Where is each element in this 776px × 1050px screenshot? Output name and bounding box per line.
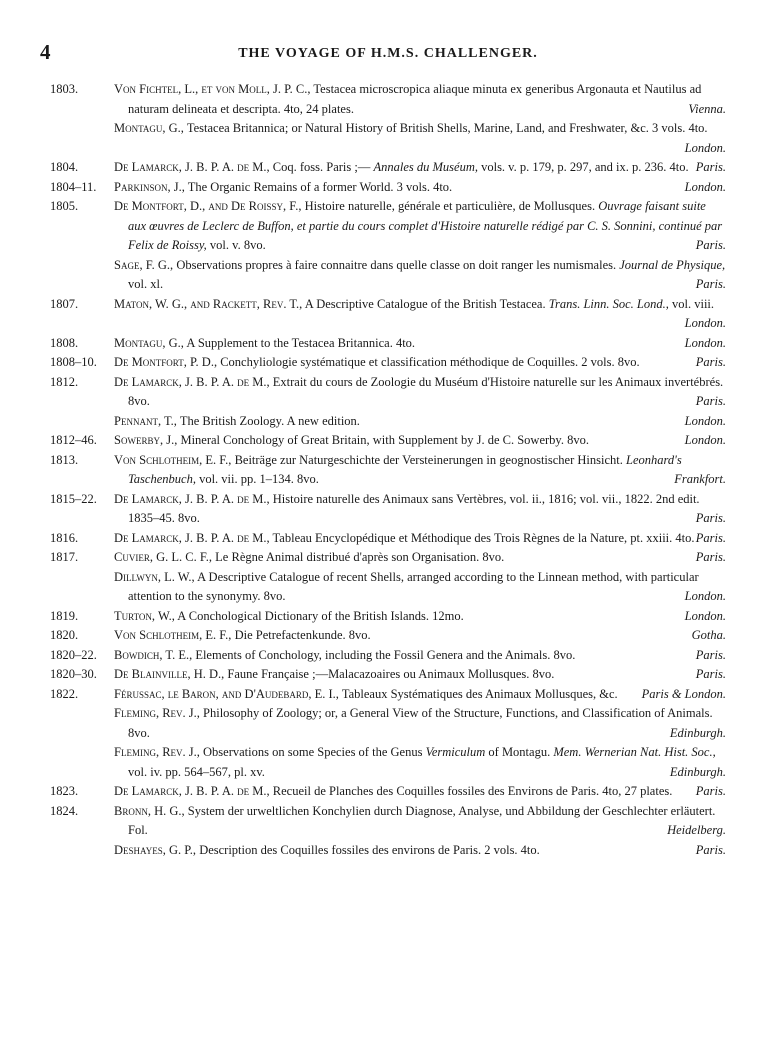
bibliography-entry (50, 626, 726, 646)
entry-title: A Descriptive Catalogue of the British Testacea. (304, 296, 546, 311)
entry-citation (114, 529, 726, 549)
entry-details: vol. xl. (128, 277, 164, 291)
entry-journal: Mem. Wernerian Nat. Hist. Soc., (553, 745, 716, 759)
entry-citation (114, 158, 726, 178)
bibliography-entry (50, 548, 726, 568)
entry-details: vol. iv. pp. 564–567, pl. xv. (128, 764, 265, 779)
entry-details: of Montagu. (488, 745, 551, 759)
entry-year: 1817. (50, 550, 79, 564)
entry-place: Paris. (695, 842, 726, 857)
entry-title: Extrait du cours de Zoologie du Muséum d'Histoire naturelle sur les Animaux invertébrés. 8vo. (128, 374, 724, 408)
entry-journal: Trans. Linn. Soc. Lond., (548, 296, 669, 311)
entry-author: Dillwyn, L. W., (114, 569, 195, 584)
running-title: THE VOYAGE OF H.M.S. CHALLENGER. (238, 46, 538, 61)
entry-year: 1812. (50, 374, 79, 389)
entry-citation (114, 782, 726, 802)
entry-author: Sage, F. G., (114, 257, 174, 272)
entry-year: 1820–22. (50, 647, 97, 662)
entry-place: Paris. (695, 277, 726, 291)
bibliography-entry (50, 256, 726, 295)
entry-year: 1805. (50, 199, 79, 213)
entry-place: London. (684, 589, 726, 603)
entry-title: Tableau Encyclopédique et Méthodique des Trois Règnes de la Nature, pt. xxiii. 4to. (272, 530, 695, 545)
entry-place: Paris. (695, 355, 726, 369)
entry-author: De Lamarck, J. B. P. A. de M., (114, 784, 270, 798)
entry-citation (114, 412, 726, 432)
entry-place: Frankfort. (674, 472, 726, 486)
entry-title: Mineral Conchology of Great Britain, with Supplement by J. de C. Sowerby. 8vo. (180, 433, 589, 447)
page-header (30, 40, 746, 66)
entry-citation (114, 353, 726, 373)
bibliography-entry (50, 119, 726, 158)
entry-title: Description des Coquilles fossiles des environs de Paris. 2 vols. 4to. (199, 842, 540, 857)
entry-journal: Annales du Muséum, (373, 160, 478, 174)
entry-place: London. (684, 316, 726, 330)
entry-author: Montagu, G., (114, 121, 184, 135)
entry-place: London. (684, 608, 726, 623)
bibliography-entry (50, 743, 726, 782)
entry-author: Cuvier, G. L. C. F., (114, 550, 213, 564)
bibliography-entry (50, 412, 726, 432)
entry-title: Conchyliologie systématique et classification méthodique de Coquilles. 2 vols. 8vo. (220, 355, 640, 369)
entry-title: Recueil de Planches des Coquilles fossiles des Environs de Paris. 4to, 27 plates. (272, 784, 673, 798)
entry-place: Paris. (695, 394, 726, 408)
entry-title: A Conchological Dictionary of the British Islands. 12mo. (177, 608, 464, 623)
entry-author: Von Fichtel, L., et von Moll, J. P. C., (114, 82, 311, 96)
entry-title: A Supplement to the Testacea Britannica. 4to. (186, 335, 416, 350)
entry-author: Fleming, Rev. J., (114, 745, 200, 759)
entry-journal: Vermiculum (425, 745, 486, 759)
entry-year: 1819. (50, 608, 79, 623)
entry-details: vol. v. 8vo. (209, 238, 266, 252)
entry-author: Montagu, G., (114, 335, 184, 350)
entry-place: Paris. (695, 511, 726, 525)
entry-title: Faune Française ;—Malacazoaires ou Animaux Mollusques. 8vo. (227, 667, 555, 681)
entry-citation (114, 626, 726, 646)
entry-author: Deshayes, G. P., (114, 842, 197, 857)
entry-title: Testacea microscropica aliaque minuta ex generibus Argonauta et Nautilus ad naturam delineata et descripta. 4to, 24 plates. (128, 82, 702, 116)
entry-year: 1816. (50, 530, 79, 545)
entry-citation (114, 119, 726, 158)
bibliography-entry (50, 490, 726, 529)
entry-citation (114, 295, 726, 334)
entry-year: 1823. (50, 784, 79, 798)
entry-author: Parkinson, J., (114, 179, 185, 194)
entry-year: 1803. (50, 82, 79, 96)
entry-year: 1808. (50, 335, 79, 350)
entry-place: Vienna. (688, 101, 726, 116)
entry-place: Paris. (695, 238, 726, 252)
entry-title: Observations on some Species of the Genus (203, 745, 423, 759)
bibliography-entry (50, 158, 726, 178)
entry-author: Von Schlotheim, E. F., (114, 452, 232, 467)
entry-year: 1824. (50, 803, 79, 818)
entry-citation (114, 646, 726, 666)
entry-title: Tableaux Systématiques des Animaux Mollusques, &c. (341, 686, 618, 701)
entry-citation (114, 373, 726, 412)
entry-author: Von Schlotheim, E. F., (114, 628, 232, 642)
entry-details: vol. viii. (672, 296, 715, 311)
entry-author: De Lamarck, J. B. P. A. de M., (114, 374, 270, 389)
bibliography-entry (50, 841, 726, 861)
entry-citation (114, 802, 726, 841)
entry-citation (114, 607, 726, 627)
entry-title: The Organic Remains of a former World. 3 vols. 4to. (187, 179, 453, 194)
entry-citation (114, 431, 726, 451)
entry-author: Turton, W., (114, 608, 175, 623)
entry-place: Paris. (695, 647, 726, 662)
entry-year: 1822. (50, 686, 79, 701)
bibliography-entry (50, 373, 726, 412)
bibliography-entry (50, 607, 726, 627)
entry-journal: Journal de Physique, (619, 257, 726, 272)
entry-author: De Lamarck, J. B. P. A. de M., (114, 160, 270, 174)
entry-place: Paris. (695, 550, 726, 564)
entry-author: De Montfort, D., and De Roissy, F., (114, 199, 302, 213)
bibliography-list (50, 80, 726, 860)
entry-title: The British Zoology. A new edition. (179, 413, 360, 428)
entry-place: Paris. (695, 784, 726, 798)
entry-details: vols. v. p. 179, p. 297, and ix. p. 236. 4to. (481, 160, 689, 174)
entry-title: A Descriptive Catalogue of recent Shells, arranged according to the Linnean method, with particular attention to the synonymy. 8vo. (128, 569, 699, 603)
entry-author: De Blainville, H. D., (114, 667, 225, 681)
entry-place: Paris. (695, 530, 726, 545)
entry-author: Sowerby, J., (114, 433, 178, 447)
entry-year: 1813. (50, 452, 79, 467)
entry-place: Paris. (695, 667, 726, 681)
entry-place: Edinburgh. (669, 764, 726, 779)
entry-place: Gotha. (691, 628, 726, 642)
entry-place: London. (684, 335, 726, 350)
entry-year: 1807. (50, 296, 79, 311)
entry-journal: Ouvrage faisant suite aux œuvres de Leclerc de Buffon, et partie du cours complet d'Histoire naturelle rédigé par C. S. Sonnini, continué par Felix de Roissy, (128, 199, 723, 252)
entry-year: 1815–22. (50, 491, 97, 506)
bibliography-entry (50, 80, 726, 119)
entry-author: Fleming, Rev. J., (114, 706, 200, 720)
entry-title: Histoire naturelle des Animaux sans Vertèbres, vol. ii., 1816; vol. vii., 1822. 2nd edit. 1835–45. 8vo. (128, 491, 700, 525)
entry-year: 1804–11. (50, 179, 97, 194)
entry-citation (114, 685, 726, 705)
entry-author: Bowdich, T. E., (114, 647, 193, 662)
entry-title: System der urweltlichen Konchylien durch Diagnose, Analyse, und Abbildung der Geschlechter erläutert. Fol. (128, 803, 716, 837)
entry-author: Pennant, T., (114, 413, 177, 428)
entry-citation (114, 665, 726, 685)
entry-citation (114, 256, 726, 295)
entry-place: Paris & London. (641, 686, 726, 701)
entry-author: De Montfort, P. D., (114, 355, 218, 369)
entry-place: Edinburgh. (669, 725, 726, 740)
bibliography-entry (50, 451, 726, 490)
entry-citation (114, 743, 726, 782)
entry-author: De Lamarck, J. B. P. A. de M., (114, 491, 270, 506)
bibliography-entry (50, 646, 726, 666)
entry-place: London. (684, 413, 726, 428)
bibliography-entry (50, 431, 726, 451)
entry-citation (114, 548, 726, 568)
entry-author: Maton, W. G., and Rackett, Rev. T., (114, 296, 303, 311)
page-number: 4 (40, 40, 51, 64)
entry-title: Testacea Britannica; or Natural History of British Shells, Marine, Land, and Freshwater, &c. 3 vols. 4to. (186, 121, 708, 135)
entry-citation (114, 490, 726, 529)
entry-citation (114, 178, 726, 198)
entry-place: London. (684, 179, 726, 194)
entry-title: Beiträge zur Naturgeschichte der Versteinerungen in geognostischer Hinsicht. (234, 452, 623, 467)
bibliography-entry (50, 685, 726, 705)
bibliography-entry (50, 782, 726, 802)
bibliography-entry (50, 178, 726, 198)
entry-title: Le Règne Animal distribué d'après son Organisation. 8vo. (215, 550, 505, 564)
entry-year: 1820. (50, 628, 79, 642)
bibliography-entry (50, 704, 726, 743)
entry-details: vol. vii. pp. 1–134. 8vo. (199, 472, 319, 486)
entry-author: De Lamarck, J. B. P. A. de M., (114, 530, 270, 545)
entry-citation (114, 704, 726, 743)
bibliography-entry (50, 295, 726, 334)
bibliography-entry (50, 529, 726, 549)
entry-year: 1808–10. (50, 355, 97, 369)
bibliography-entry (50, 334, 726, 354)
bibliography-entry (50, 568, 726, 607)
entry-title: Observations propres à faire connaitre dans quelle classe on doit ranger les numismales. (176, 257, 617, 272)
entry-place: London. (684, 140, 726, 155)
entry-author: Férussac, le Baron, and D'Audebard, E. I., (114, 686, 339, 701)
bibliography-entry (50, 802, 726, 841)
entry-citation (114, 451, 726, 490)
entry-citation (114, 334, 726, 354)
entry-place: Heidelberg. (667, 823, 726, 837)
entry-year: 1804. (50, 160, 79, 174)
entry-author: Bronn, H. G., (114, 803, 185, 818)
entry-title: Coq. foss. Paris ;— (272, 160, 371, 174)
entry-title: Philosophy of Zoology; or, a General View of the Structure, Functions, and Classification of Animals. 8vo. (128, 706, 713, 740)
entry-citation (114, 80, 726, 119)
entry-title: Elements of Conchology, including the Fossil Genera and the Animals. 8vo. (195, 647, 576, 662)
entry-citation (114, 197, 726, 256)
bibliography-entry (50, 353, 726, 373)
entry-year: 1812–46. (50, 433, 97, 447)
bibliography-entry (50, 665, 726, 685)
entry-place: Paris. (695, 160, 726, 174)
entry-citation (114, 841, 726, 861)
entry-title: Die Petrefactenkunde. 8vo. (234, 628, 371, 642)
entry-title: Histoire naturelle, générale et particulière, de Mollusques. (304, 199, 596, 213)
entry-place: London. (684, 433, 726, 447)
entry-citation (114, 568, 726, 607)
bibliography-entry (50, 197, 726, 256)
entry-journal: Leonhard's Taschenbuch, (128, 452, 682, 486)
entry-year: 1820–30. (50, 667, 97, 681)
